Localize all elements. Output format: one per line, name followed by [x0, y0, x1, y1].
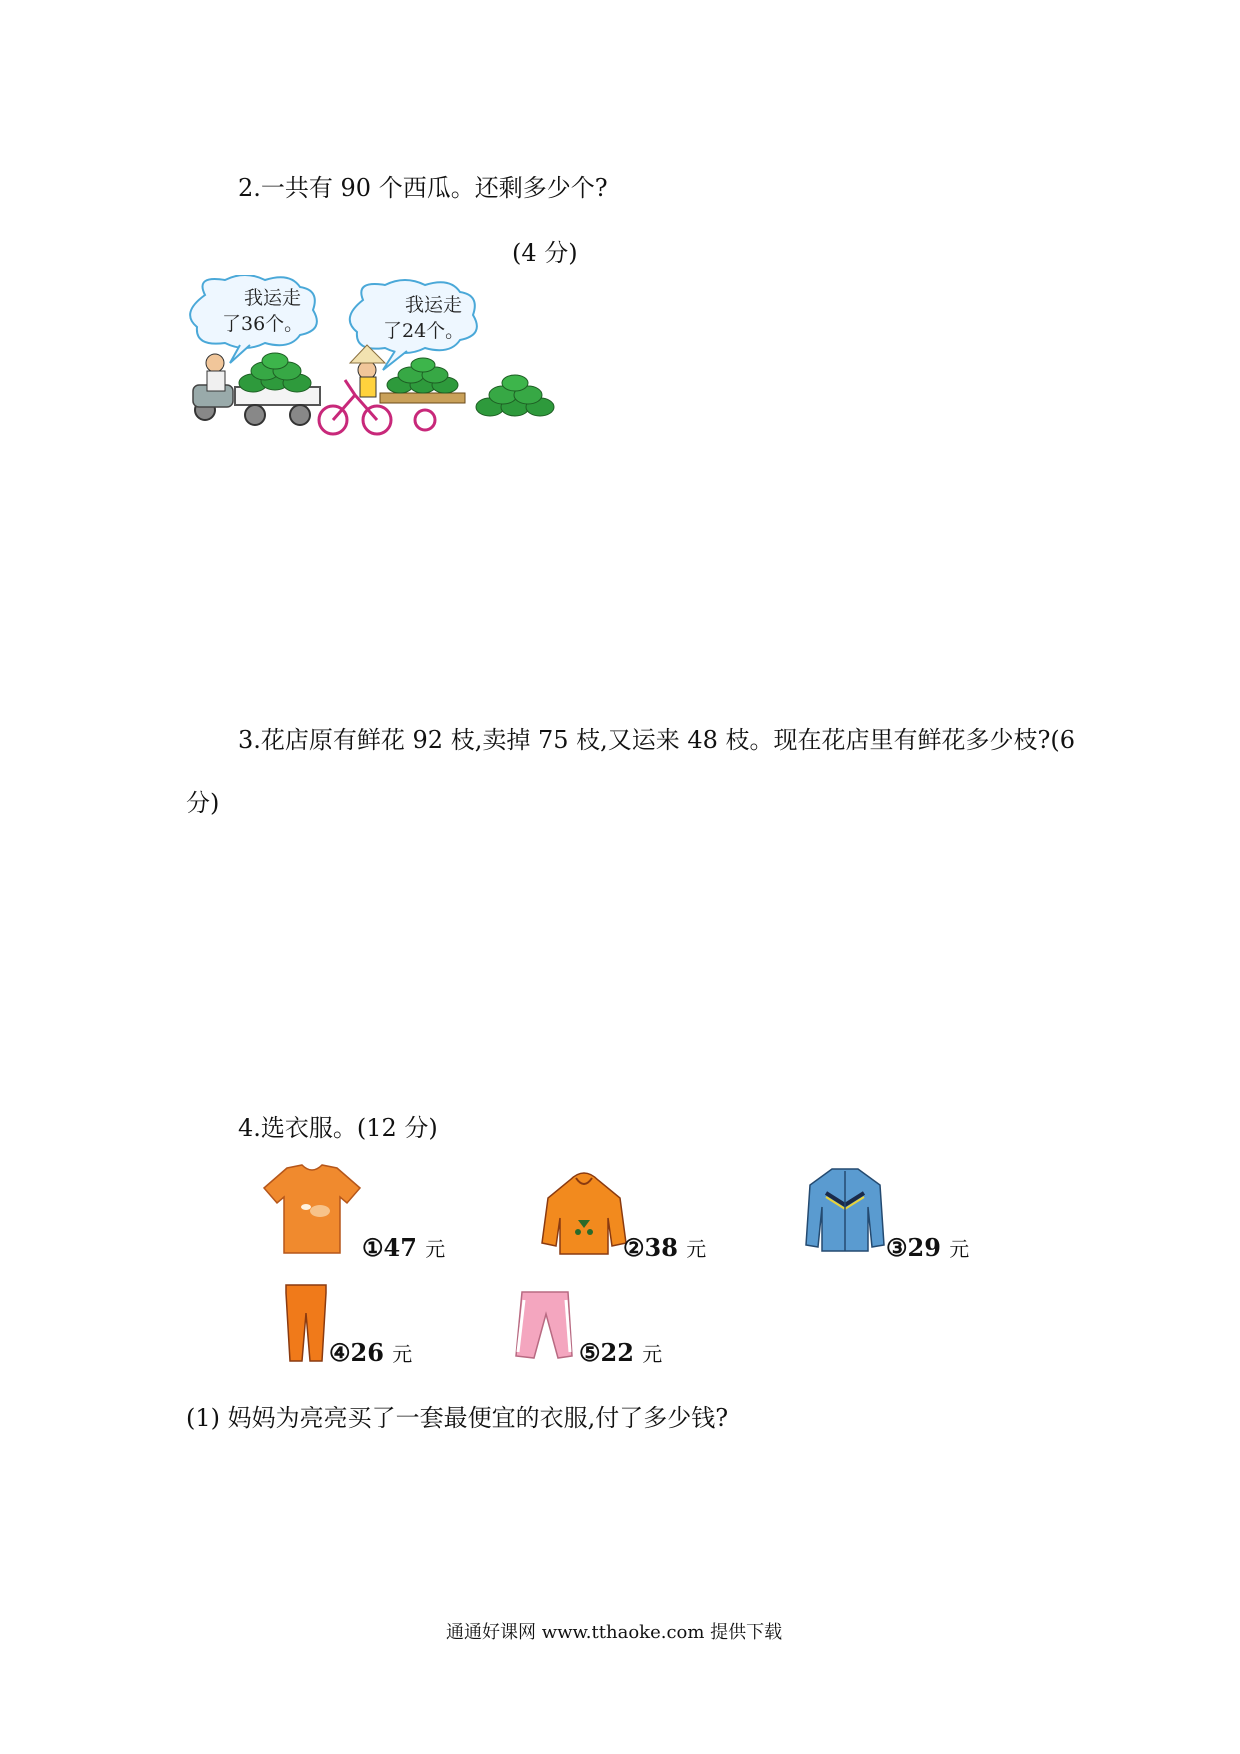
orange-pants-image — [282, 1283, 330, 1367]
question-4-sub-1: (1) 妈妈为亮亮买了一套最便宜的衣服,付了多少钱? — [186, 1404, 729, 1432]
price-item-3: ③29 元 — [886, 1233, 970, 1262]
price-item-1: ①47 元 — [362, 1233, 446, 1262]
price-item-2: ②38 元 — [623, 1233, 707, 1262]
question-2-text: 2.一共有 90 个西瓜。还剩多少个? — [238, 174, 608, 202]
footer-text: 通通好课网 www.tthaoke.com 提供下载 — [446, 1622, 783, 1643]
bubble-left-text: 我运走 了36个。 — [222, 287, 304, 335]
pink-pants-image — [512, 1290, 574, 1366]
bubble-right-text: 我运走 了24个。 — [383, 294, 465, 342]
question-4-text: 4.选衣服。(12 分) — [238, 1114, 438, 1142]
motorcycle-cart — [193, 353, 320, 425]
price-item-5: ⑤22 元 — [579, 1338, 663, 1367]
question-3-line2: 分) — [186, 789, 220, 817]
hoodie-image — [540, 1168, 628, 1262]
question-2-score: (4 分) — [512, 239, 578, 267]
question-3-line1: 3.花店原有鲜花 92 枝,卖掉 75 枝,又运来 48 枝。现在花店里有鲜花多少枝?(6 — [238, 726, 1076, 754]
watermelon-pile — [476, 375, 554, 416]
tshirt-image — [262, 1163, 362, 1263]
jacket-image — [804, 1163, 886, 1257]
price-item-4: ④26 元 — [329, 1338, 413, 1367]
